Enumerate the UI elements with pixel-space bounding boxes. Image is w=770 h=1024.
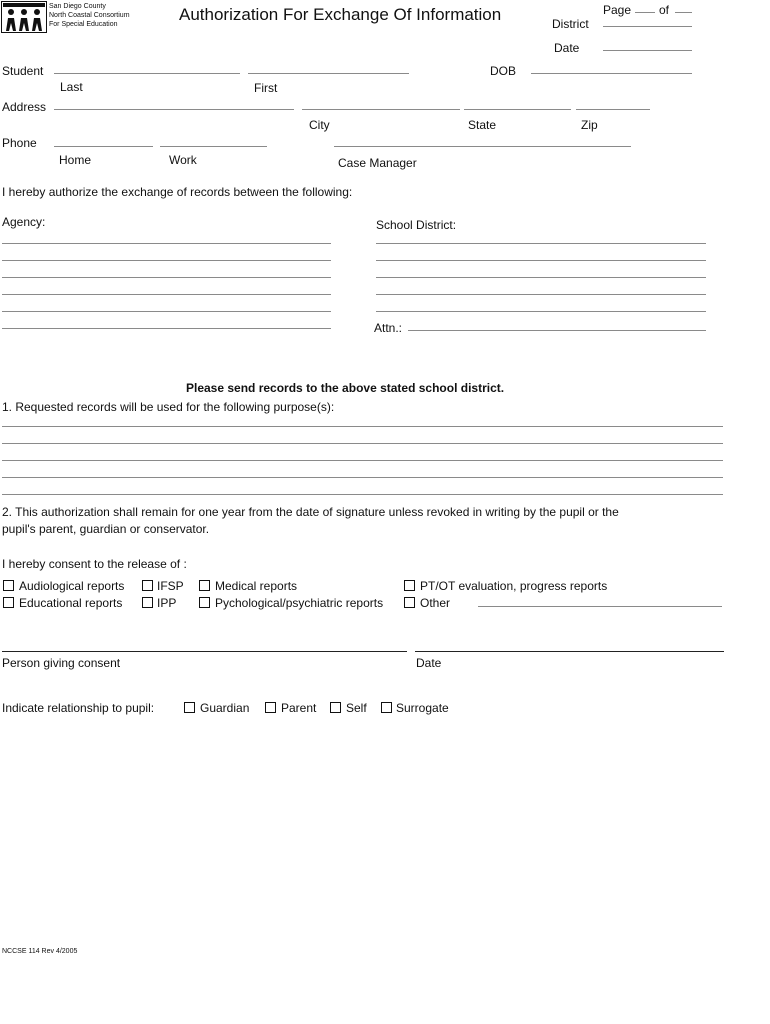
org-name-line-3: For Special Education: [49, 21, 118, 28]
agency-line-5[interactable]: [2, 311, 331, 312]
medical-reports-label: Medical reports: [215, 579, 298, 593]
educational-reports-label: Educational reports: [19, 596, 123, 610]
ifsp-checkbox[interactable]: [142, 580, 153, 591]
school-district-line-4[interactable]: [376, 294, 706, 295]
educational-reports-checkbox[interactable]: [3, 597, 14, 608]
other-checkbox[interactable]: [404, 597, 415, 608]
agency-line-6[interactable]: [2, 328, 331, 329]
org-name-line-1: San Diego County: [49, 3, 106, 10]
last-name-caption: Last: [60, 80, 83, 94]
school-district-line-5[interactable]: [376, 311, 706, 312]
purpose-line-5[interactable]: [2, 494, 723, 495]
person-giving-consent-caption: Person giving consent: [2, 656, 121, 670]
consent-date-line[interactable]: [415, 651, 724, 652]
state-caption: State: [468, 118, 497, 132]
agency-label: Agency:: [2, 215, 46, 229]
audiological-reports-label: Audiological reports: [19, 579, 125, 593]
signature-date-caption: Date: [416, 656, 442, 670]
psychological-reports-checkbox[interactable]: [199, 597, 210, 608]
other-specify-field[interactable]: [478, 606, 722, 607]
authorize-statement: I hereby authorize the exchange of records between the following:: [2, 185, 353, 199]
consent-signature-line[interactable]: [2, 651, 407, 652]
ifsp-label: IFSP: [157, 579, 184, 593]
school-district-line-3[interactable]: [376, 277, 706, 278]
ipp-label: IPP: [157, 596, 177, 610]
phone-label: Phone: [2, 136, 37, 150]
guardian-label: Guardian: [200, 701, 250, 715]
consent-statement: I hereby consent to the release of :: [2, 557, 187, 571]
page-total-field[interactable]: [675, 12, 692, 13]
agency-line-3[interactable]: [2, 277, 331, 278]
duration-statement-line-1: 2. This authorization shall remain for one year from the date of signature unless revoked in writing by the pupil or the: [2, 505, 619, 519]
pt-ot-evaluation-checkbox[interactable]: [404, 580, 415, 591]
student-last-name-field[interactable]: [54, 73, 240, 74]
consortium-logo: [1, 1, 47, 33]
date-field[interactable]: [603, 50, 692, 51]
city-field[interactable]: [302, 109, 460, 110]
page-number-field[interactable]: [635, 12, 655, 13]
purpose-line-1[interactable]: [2, 426, 723, 427]
zip-caption: Zip: [581, 118, 598, 132]
purpose-line-2[interactable]: [2, 443, 723, 444]
surrogate-checkbox[interactable]: [381, 702, 392, 713]
audiological-reports-checkbox[interactable]: [3, 580, 14, 591]
case-manager-caption: Case Manager: [338, 156, 417, 170]
student-label: Student: [2, 64, 44, 78]
relationship-label: Indicate relationship to pupil:: [2, 701, 155, 715]
district-label: District: [552, 17, 589, 31]
send-records-note: Please send records to the above stated school district.: [186, 381, 505, 395]
self-checkbox[interactable]: [330, 702, 341, 713]
purpose-statement: 1. Requested records will be used for the following purpose(s):: [2, 400, 335, 414]
zip-field[interactable]: [576, 109, 650, 110]
address-label: Address: [2, 100, 47, 114]
district-field[interactable]: [603, 26, 692, 27]
first-name-caption: First: [254, 81, 278, 95]
school-district-line-2[interactable]: [376, 260, 706, 261]
student-first-name-field[interactable]: [248, 73, 409, 74]
case-manager-field[interactable]: [334, 146, 631, 147]
date-label: Date: [554, 41, 580, 55]
page-label: Page: [603, 3, 632, 17]
city-caption: City: [309, 118, 330, 132]
surrogate-label: Surrogate: [396, 701, 449, 715]
dob-field[interactable]: [531, 73, 692, 74]
pt-ot-evaluation-label: PT/OT evaluation, progress reports: [420, 579, 608, 593]
school-district-line-1[interactable]: [376, 243, 706, 244]
street-address-field[interactable]: [54, 109, 294, 110]
state-field[interactable]: [464, 109, 571, 110]
form-title: Authorization For Exchange Of Information: [179, 5, 502, 24]
work-phone-field[interactable]: [160, 146, 267, 147]
attn-field[interactable]: [408, 330, 706, 331]
psychological-reports-label: Pychological/psychiatric reports: [215, 596, 384, 610]
medical-reports-checkbox[interactable]: [199, 580, 210, 591]
form-revision-footer: NCCSE 114 Rev 4/2005: [2, 948, 78, 955]
ipp-checkbox[interactable]: [142, 597, 153, 608]
home-phone-caption: Home: [59, 153, 92, 167]
work-phone-caption: Work: [169, 153, 197, 167]
guardian-checkbox[interactable]: [184, 702, 195, 713]
parent-label: Parent: [281, 701, 317, 715]
parent-checkbox[interactable]: [265, 702, 276, 713]
other-label: Other: [420, 596, 451, 610]
dob-label: DOB: [490, 64, 517, 78]
purpose-line-3[interactable]: [2, 460, 723, 461]
agency-line-1[interactable]: [2, 243, 331, 244]
self-label: Self: [346, 701, 367, 715]
home-phone-field[interactable]: [54, 146, 153, 147]
purpose-line-4[interactable]: [2, 477, 723, 478]
agency-line-2[interactable]: [2, 260, 331, 261]
of-label: of: [659, 3, 670, 17]
org-name-line-2: North Coastal Consortium: [49, 12, 130, 19]
attn-label: Attn.:: [374, 321, 403, 335]
agency-line-4[interactable]: [2, 294, 331, 295]
duration-statement-line-2: pupil's parent, guardian or conservator.: [2, 522, 210, 536]
school-district-label: School District:: [376, 218, 457, 232]
